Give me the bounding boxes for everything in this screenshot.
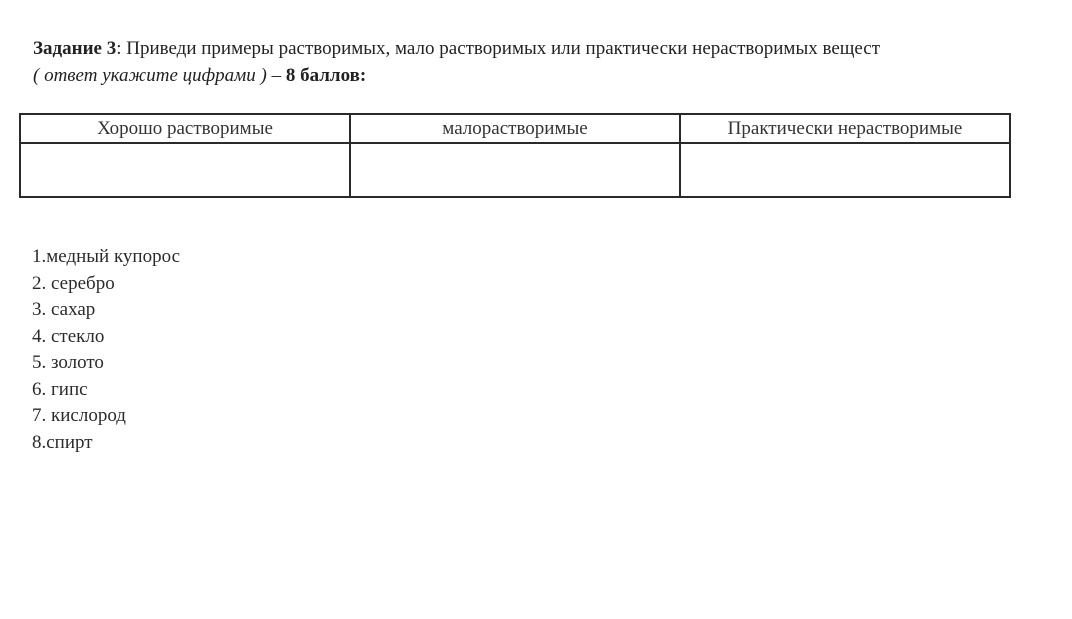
task-line-1 bbox=[33, 35, 1072, 62]
cell-highly-soluble[interactable] bbox=[20, 143, 350, 197]
substance-list bbox=[32, 244, 180, 456]
list-item: 3. сахар bbox=[32, 299, 96, 320]
answer-table-row bbox=[20, 143, 1010, 197]
list-item: 2. серебро bbox=[32, 272, 115, 294]
task-dash: – bbox=[266, 65, 286, 86]
task-text: : Приведи примеры растворимых, мало растворимых или практически нерастворимых вещест bbox=[116, 38, 881, 59]
cell-slightly-soluble[interactable] bbox=[350, 143, 680, 197]
list-item: 4. стекло bbox=[32, 325, 105, 347]
list-item: 8.спирт bbox=[32, 431, 93, 453]
task-statement bbox=[33, 35, 1072, 89]
list-item: 7. кислород bbox=[32, 405, 126, 426]
task-hint: ( ответ укажите цифрами ) bbox=[33, 65, 267, 86]
header-insoluble: Практически нерастворимые bbox=[680, 114, 1010, 143]
answer-table bbox=[19, 113, 1011, 198]
list-item: 5. золото bbox=[32, 352, 104, 373]
header-slightly-soluble: малорастворимые bbox=[350, 114, 680, 143]
list-item: 1.медный купорос bbox=[32, 246, 181, 267]
answer-table-header-row bbox=[20, 114, 1010, 143]
task-points: 8 баллов: bbox=[285, 65, 367, 86]
cell-insoluble[interactable] bbox=[680, 143, 1010, 197]
list-item: 6. гипс bbox=[32, 378, 88, 400]
task-label: Задание 3 bbox=[33, 38, 117, 59]
header-highly-soluble: Хорошо растворимые bbox=[20, 114, 350, 143]
task-line-2 bbox=[33, 62, 1072, 89]
